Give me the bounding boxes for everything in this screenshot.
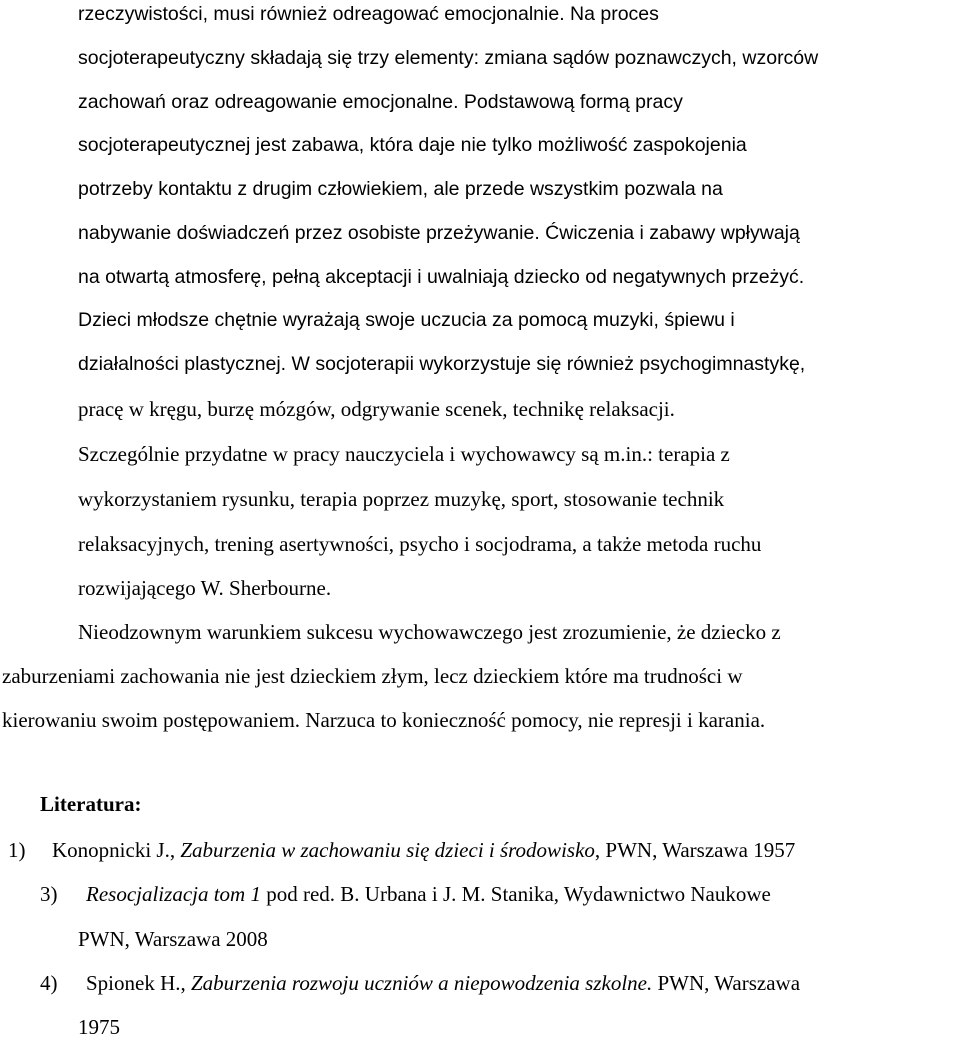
body-line: nabywanie doświadczeń przez osobiste przeżywanie. Ćwiczenia i zabawy wpływają xyxy=(78,222,800,244)
reference-number: 1) xyxy=(8,838,26,862)
body-line: potrzeby kontaktu z drugim człowiekiem, ale przede wszystkim pozwala na xyxy=(78,178,723,200)
body-line: relaksacyjnych, trening asertywności, psycho i socjodrama, a także metoda ruchu xyxy=(78,532,762,556)
body-line: kierowaniu swoim postępowaniem. Narzuca to konieczność pomocy, nie represji i karania. xyxy=(2,708,766,732)
reference-title: Zaburzenia w zachowaniu się dzieci i środowisko xyxy=(180,838,595,862)
reference-author: Konopnicki J., xyxy=(52,838,176,862)
reference-author: Spionek H., xyxy=(86,971,186,995)
reference-item xyxy=(8,836,795,864)
body-line: pracę w kręgu, burzę mózgów, odgrywanie scenek, technikę relaksacji. xyxy=(78,397,675,421)
literature-heading: Literatura: xyxy=(40,792,142,816)
reference-publisher: pod red. B. Urbana i J. M. Stanika, Wydawnictwo Naukowe xyxy=(260,882,771,906)
reference-number: 4) xyxy=(40,971,58,995)
reference-publisher: PWN, Warszawa xyxy=(652,971,801,995)
body-line: działalności plastycznej. W socjoterapii wykorzystuje się również psychogimnastykę, xyxy=(78,353,806,375)
body-line: zaburzeniami zachowania nie jest dzieckiem złym, lecz dzieckiem które ma trudności w xyxy=(2,664,743,688)
body-line: Szczególnie przydatne w pracy nauczyciela i wychowawcy są m.in.: terapia z xyxy=(78,442,730,466)
reference-title: Zaburzenia rozwoju uczniów a niepowodzenia szkolne. xyxy=(191,971,653,995)
body-line: socjoterapeutyczny składają się trzy elementy: zmiana sądów poznawczych, wzorców xyxy=(78,47,819,69)
body-line: zachowań oraz odreagowanie emocjonalne. Podstawową formą pracy xyxy=(78,91,683,113)
reference-publisher: , PWN, Warszawa 1957 xyxy=(594,838,796,862)
reference-item xyxy=(40,969,800,997)
reference-title: Resocjalizacja tom 1 xyxy=(86,882,261,906)
reference-item xyxy=(40,880,771,908)
body-line: rozwijającego W. Sherbourne. xyxy=(78,576,332,600)
reference-continuation: 1975 xyxy=(78,1015,120,1039)
reference-number: 3) xyxy=(40,882,58,906)
body-line: na otwartą atmosferę, pełną akceptacji i uwalniają dziecko od negatywnych przeżyć. xyxy=(78,266,805,288)
body-line: rzeczywistości, musi również odreagować emocjonalnie. Na proces xyxy=(78,3,659,25)
body-line: socjoterapeutycznej jest zabawa, która daje nie tylko możliwość zaspokojenia xyxy=(78,134,747,156)
body-line: Nieodzownym warunkiem sukcesu wychowawczego jest zrozumienie, że dziecko z xyxy=(78,620,781,644)
reference-continuation: PWN, Warszawa 2008 xyxy=(78,927,268,951)
body-line: wykorzystaniem rysunku, terapia poprzez muzykę, sport, stosowanie technik xyxy=(78,487,725,511)
body-line: Dzieci młodsze chętnie wyrażają swoje uczucia za pomocą muzyki, śpiewu i xyxy=(78,309,735,331)
